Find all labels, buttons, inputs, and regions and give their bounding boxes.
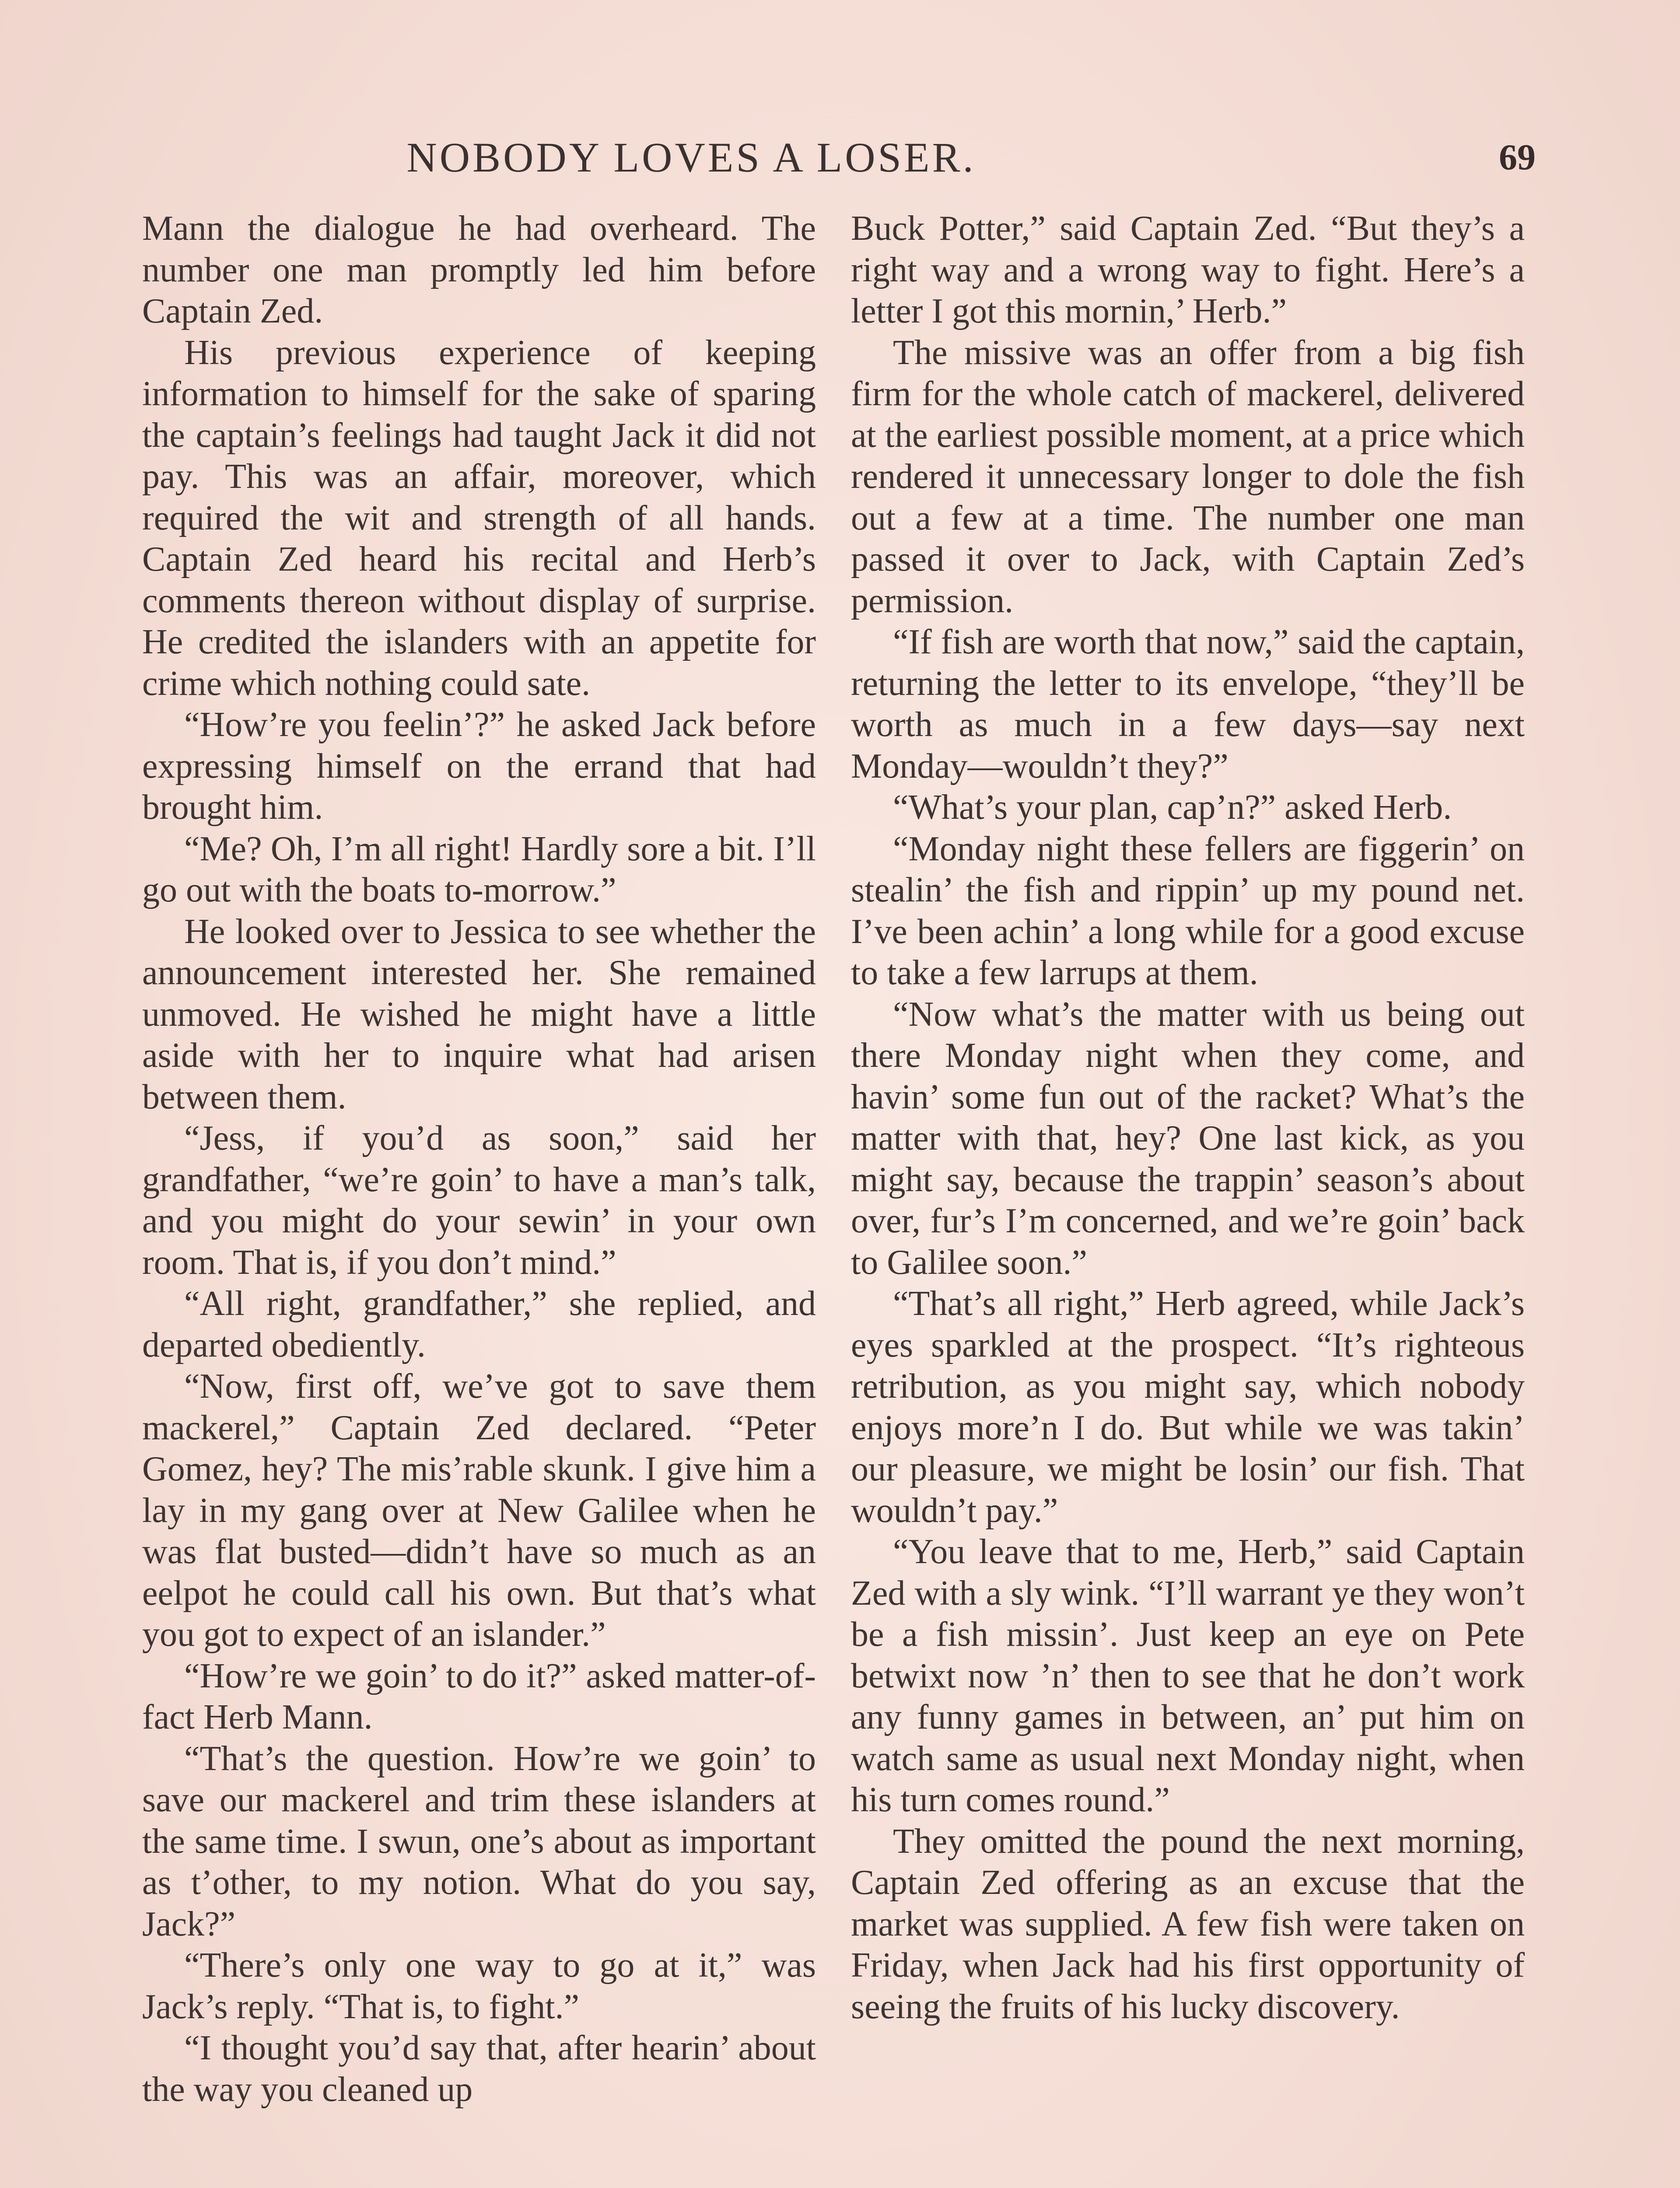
paragraph: His previous experience of keeping information to himself for the sake of sparing the captain’s feelings had taught Jack it did not pay. This was an affair, moreover, which required the wit and strength of all hands. Captain Zed heard his recital and Herb’s comments thereon without display of surprise. He credited the islanders with an appetite for crime which nothing could sate. bbox=[142, 333, 816, 703]
paragraph: Buck Potter,” said Captain Zed. “But they’s a right way and a wrong way to fight. Here’s a letter I got this mornin,’ Herb.” bbox=[851, 209, 1525, 330]
paragraph: “Now what’s the matter with us being out there Monday night when they come, and havin’ some fun out of the racket? What’s the matter with that, hey? One last kick, as you might say, because the trappin’ season’s about over, fur’s I’m concerned, and we’re goin’ back to Galilee soon.” bbox=[851, 995, 1525, 1282]
paragraph: “Now, first off, we’ve got to save them mackerel,” Captain Zed declared. “Peter Gomez, hey? The mis’rable skunk. I give him a lay in my gang over at New Galilee when he was flat busted—didn’t have so much as an eelpot he could call his own. But that’s what you got to expect of an islander.” bbox=[142, 1367, 816, 1654]
paragraph: “There’s only one way to go at it,” was Jack’s reply. “That is, to fight.” bbox=[142, 1946, 816, 2026]
paragraph: “If fish are worth that now,” said the captain, returning the letter to its envelope, “they’ll be worth as much in a few days—say next Monday—wouldn’t they?” bbox=[851, 623, 1525, 785]
paragraph: They omitted the pound the next morning, Captain Zed offering as an excuse that the market was supplied. A few fish were taken on Friday, when Jack had his first opportunity of seeing the fruits of his lucky discovery. bbox=[851, 1822, 1525, 2026]
left-column bbox=[142, 208, 816, 2110]
paragraph: “Jess, if you’d as soon,” said her grandfather, “we’re goin’ to have a man’s talk, and you might do your sewin’ in your own room. That is, if you don’t mind.” bbox=[142, 1119, 816, 1282]
paragraph: “What’s your plan, cap’n?” asked Herb. bbox=[893, 788, 1452, 827]
paragraph: “How’re we goin’ to do it?” asked matter-of-fact Herb Mann. bbox=[142, 1656, 816, 1736]
paragraph: “All right, grandfather,” she replied, and departed obediently. bbox=[142, 1284, 816, 1364]
paragraph: “That’s the question. How’re we goin’ to save our mackerel and trim these islanders at the same time. I swun, one’s about as important as t’other, to my notion. What do you say, Jack?” bbox=[142, 1739, 816, 1943]
paragraph: “That’s all right,” Herb agreed, while Jack’s eyes sparkled at the prospect. “It’s righteous retribution, as you might say, which nobody enjoys more’n I do. But while we was takin’ our pleasure, we might be losin’ our fish. That wouldn’t pay.” bbox=[851, 1284, 1525, 1530]
paragraph: The missive was an offer from a big fish firm for the whole catch of mackerel, delivered at the earliest possible moment, at a price which rendered it unnecessary longer to dole the fish out a few at a time. The number one man passed it over to Jack, with Captain Zed’s permission. bbox=[851, 333, 1525, 620]
page-number: 69 bbox=[1499, 137, 1536, 178]
paragraph: “Monday night these fellers are figgerin’ on stealin’ the fish and rippin’ up my pound net. I’ve been achin’ a long while for a good excuse to take a few larrups at them. bbox=[851, 829, 1525, 992]
paragraph: “Me? Oh, I’m all right! Hardly sore a bit. I’ll go out with the boats to-morrow.” bbox=[142, 829, 816, 909]
paragraph: Mann the dialogue he had overheard. The number one man promptly led him before Captain Zed. bbox=[142, 209, 816, 330]
paragraph: “I thought you’d say that, after hearin’ about the way you cleaned up bbox=[142, 2029, 816, 2109]
paragraph: He looked over to Jessica to see whether the announcement interested her. She remained unmoved. He wished he might have a little aside with her to inquire what had arisen between them. bbox=[142, 912, 816, 1116]
paragraph: “You leave that to me, Herb,” said Captain Zed with a sly wink. “I’ll warrant ye they won’t be a fish missin’. Just keep an eye on Pete betwixt now ’n’ then to see that he don’t work any funny games in between, an’ put him on watch same as usual next Monday night, when his turn comes round.” bbox=[851, 1532, 1525, 1819]
right-column bbox=[851, 208, 1525, 2027]
page-header bbox=[144, 131, 1536, 184]
running-title: NOBODY LOVES A LOSER. bbox=[406, 134, 976, 181]
paragraph: “How’re you feelin’?” he asked Jack before expressing himself on the errand that had brought him. bbox=[142, 705, 816, 827]
